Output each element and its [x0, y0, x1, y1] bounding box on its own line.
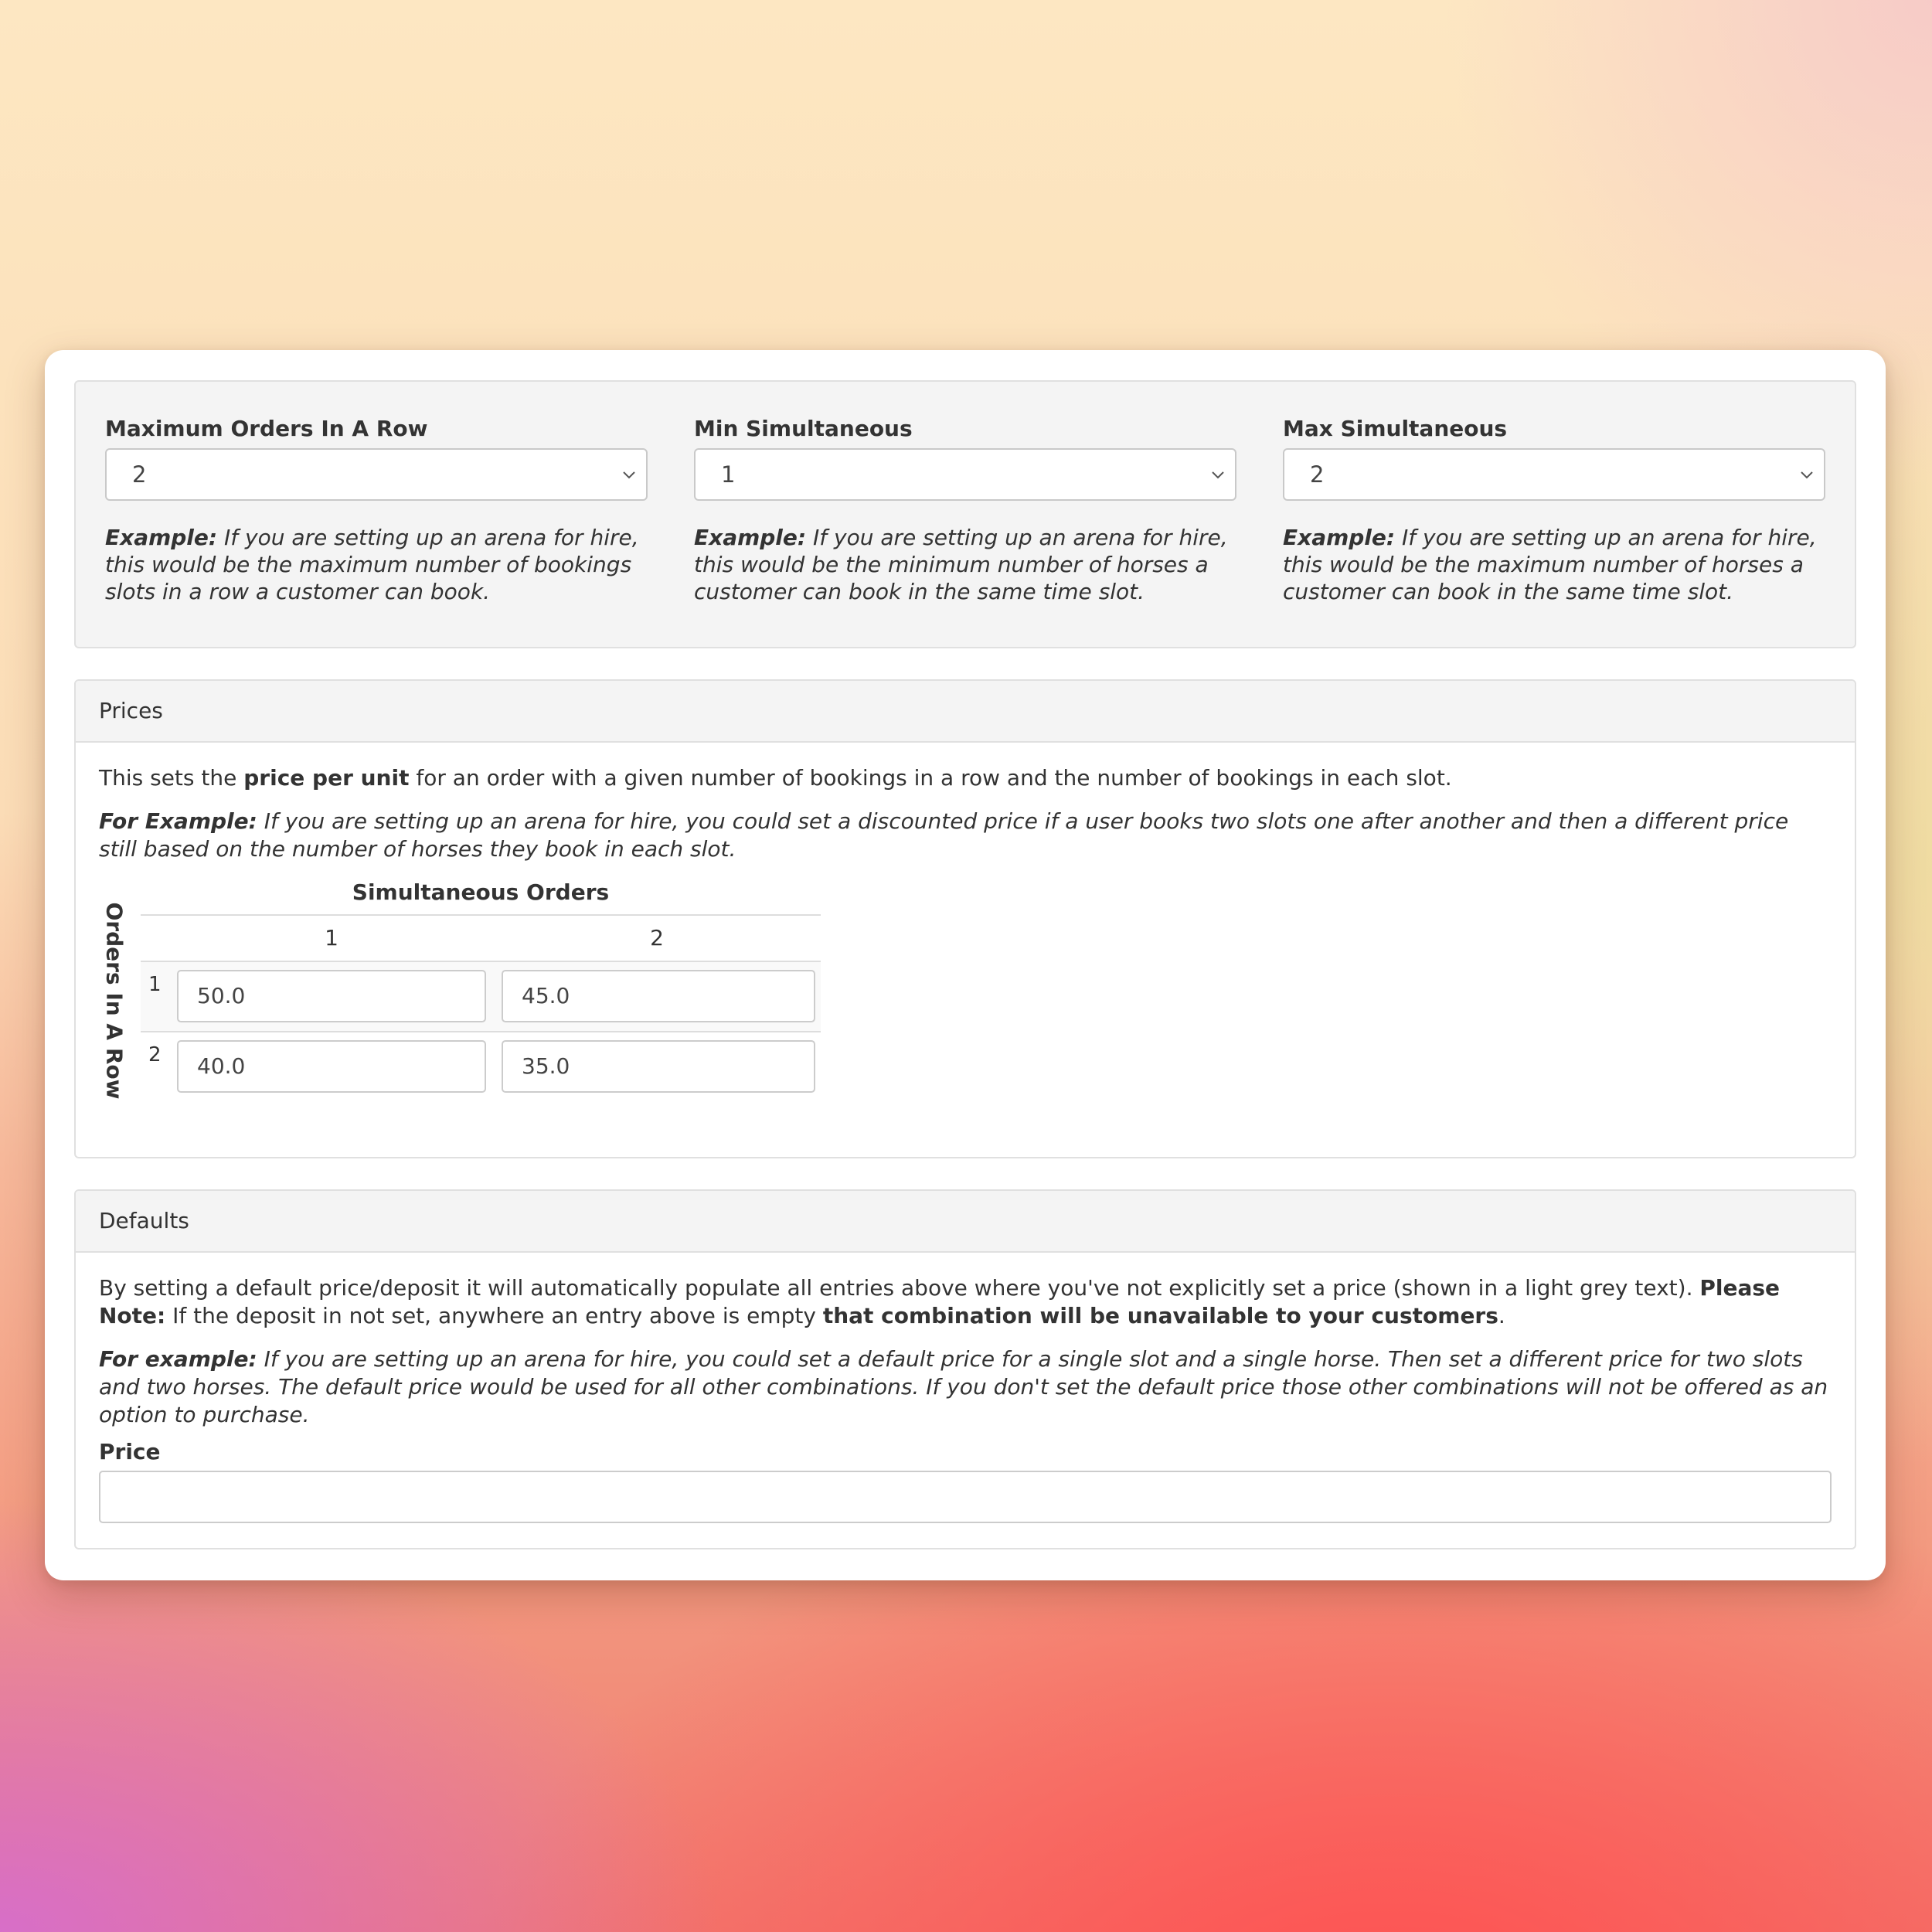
defaults-note-text: If the deposit in not set, anywhere an entry above is empty: [165, 1303, 823, 1328]
max-orders-in-row-help: [105, 524, 648, 605]
defaults-example-text: If you are setting up an arena for hire, you could set a default price for a single slot and a single horse. Then set a different price for two slots and two horses. The default price would be used for all other combinations. If you don't set the default price those other combinations will not be offered as an option to purchase.: [99, 1346, 1828, 1427]
orders-in-row-axis: [100, 902, 128, 1100]
max-simultaneous-help: [1283, 524, 1825, 605]
prices-example-label: For Example:: [99, 808, 257, 834]
please-note-label: Please Note:: [99, 1275, 1781, 1328]
price-grid-header: [141, 914, 821, 962]
prices-example: [99, 808, 1832, 863]
defaults-intro: [99, 1274, 1832, 1330]
booking-limits-panel: [74, 380, 1856, 648]
example-text: If you are setting up an arena for hire, this would be the maximum number of horses a customer can book in the same time slot.: [1283, 525, 1817, 604]
defaults-body: [76, 1253, 1855, 1523]
example-label: Example:: [694, 525, 807, 550]
defaults-note-emphasis: that combination will be unavailable to your customers: [822, 1303, 1498, 1328]
prices-example-text: If you are setting up an arena for hire, you could set a discounted price if a user books two slots one after another and then a different price still based on the number of horses they book in each slot.: [99, 808, 1789, 862]
prices-body: [76, 743, 1855, 1111]
chevron-down-icon: [1210, 467, 1226, 482]
defaults-heading: Defaults: [76, 1191, 1855, 1253]
price-grid-row: [141, 1032, 821, 1101]
price-cell-input[interactable]: 50.0: [177, 970, 486, 1022]
default-price-input[interactable]: [99, 1471, 1832, 1523]
price-cell-input[interactable]: 35.0: [502, 1040, 815, 1093]
chevron-down-icon: [621, 467, 637, 482]
settings-window: [45, 350, 1886, 1580]
max-orders-in-row-label: Maximum Orders In A Row: [105, 416, 428, 441]
column-header: 1: [325, 925, 338, 951]
chevron-down-icon: [1799, 467, 1815, 482]
defaults-note-end: .: [1498, 1303, 1505, 1328]
max-simultaneous-select[interactable]: [1283, 448, 1825, 501]
min-simultaneous-value: 1: [721, 461, 736, 488]
min-simultaneous-label: Min Simultaneous: [694, 416, 913, 441]
max-simultaneous-label: Max Simultaneous: [1283, 416, 1508, 441]
max-orders-in-row-select[interactable]: [105, 448, 648, 501]
defaults-example: [99, 1345, 1832, 1429]
price-matrix: [99, 879, 1832, 1111]
price-cell-input[interactable]: 45.0: [502, 970, 815, 1022]
example-text: If you are setting up an arena for hire, this would be the maximum number of bookings slots in a row a customer can book.: [105, 525, 639, 604]
max-orders-in-row-setting: [105, 414, 648, 605]
column-header: 2: [650, 925, 664, 951]
price-grid: [141, 914, 821, 1101]
example-label: Example:: [105, 525, 218, 550]
min-simultaneous-select[interactable]: [694, 448, 1236, 501]
defaults-panel: [74, 1189, 1856, 1549]
defaults-intro-text: By setting a default price/deposit it will automatically populate all entries above where you've not explicitly set a price (shown in a light grey text).: [99, 1275, 1700, 1301]
prices-intro-text: This sets the: [99, 765, 244, 791]
price-cell-input[interactable]: 40.0: [177, 1040, 486, 1093]
simultaneous-orders-axis-title: Simultaneous Orders: [352, 879, 610, 905]
max-simultaneous-value: 2: [1310, 461, 1325, 488]
prices-heading: Prices: [76, 681, 1855, 743]
orders-in-row-axis-title: Orders In A Row: [101, 902, 128, 1100]
max-orders-in-row-value: 2: [132, 461, 147, 488]
example-label: Example:: [1283, 525, 1396, 550]
row-header: 2: [148, 1043, 162, 1066]
min-simultaneous-help: [694, 524, 1236, 605]
row-header: 1: [148, 973, 162, 996]
default-price-label: Price: [99, 1439, 161, 1464]
prices-intro: [99, 764, 1832, 792]
min-simultaneous-setting: [694, 414, 1236, 605]
max-simultaneous-setting: [1283, 414, 1825, 605]
prices-intro-text-end: for an order with a given number of bookings in a row and the number of bookings in each slot.: [409, 765, 1452, 791]
price-grid-row: [141, 962, 821, 1032]
prices-intro-emphasis: price per unit: [243, 765, 410, 791]
prices-panel: [74, 679, 1856, 1158]
example-text: If you are setting up an arena for hire, this would be the minimum number of horses a customer can book in the same time slot.: [694, 525, 1228, 604]
defaults-example-label: For example:: [99, 1346, 257, 1372]
